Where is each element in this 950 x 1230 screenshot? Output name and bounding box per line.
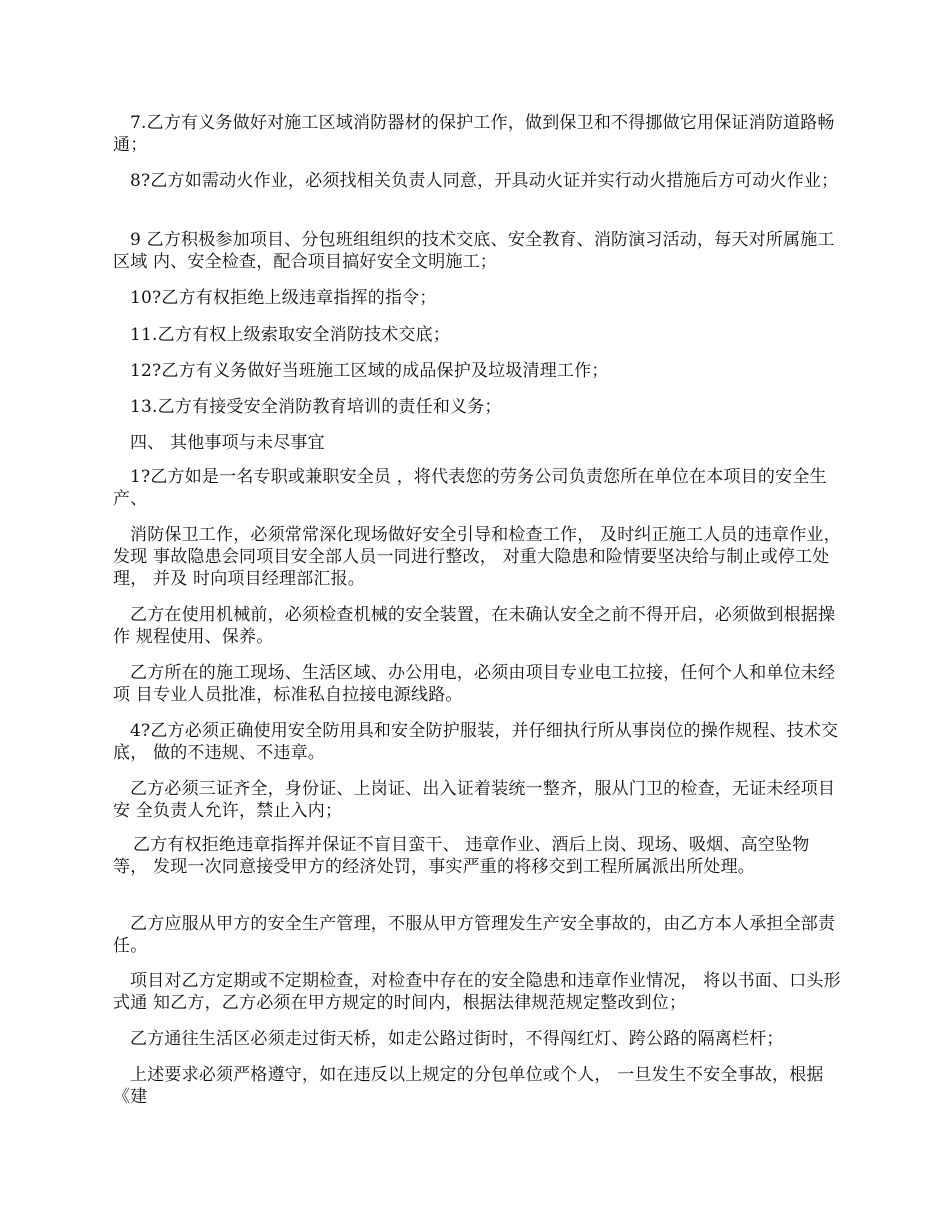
paragraph-inspection: 项目对乙方定期或不定期检查，对检查中存在的安全隐患和违章作业情况， 将以书面、口头形式通 知乙方，乙方必须在甲方规定的时间内，根据法律规范规定整改到位； xyxy=(113,971,841,1013)
paragraph-fire-security-duty: 消防保卫工作，必须常常深化现场做好安全引导和检查工作， 及时纠正施工人员的违章作业，发现 事故隐患会同项目安全部人员一同进行整改， 对重大隐患和险情要坚决给与制止或停工处理， 并及 时向项目经理部汇报。 xyxy=(113,525,841,589)
paragraph-electricity: 乙方所在的施工现场、生活区域、办公用电，必须由项目专业电工拉接，任何个人和单位未经项 目专业人员批准，标准私自拉接电源线路。 xyxy=(113,663,836,705)
paragraph-13-education: 13.乙方有接受安全消防教育培训的责任和义务； xyxy=(130,397,502,417)
paragraph-12-cleanup: 12?乙方有义务做好当班施工区域的成品保护及垃圾清理工作； xyxy=(130,361,609,381)
paragraph-management: 乙方应服从甲方的安全生产管理，不服从甲方管理发生产安全事故的，由乙方本人承担全部责任。 xyxy=(113,914,836,956)
paragraph-certificates: 乙方必须三证齐全，身份证、上岗证、出入证着装统一整齐，服从门卫的检查，无证未经项目安 全负责人允许，禁止入内； xyxy=(113,779,836,821)
paragraph-machinery: 乙方在使用机械前，必须检查机械的安全装置，在未确认安全之前不得开启，必须做到根据操作 规程使用、保养。 xyxy=(113,605,836,647)
paragraph-8-hot-work: 8?乙方如需动火作业，必须找相关负责人同意，开具动火证并实行动火措施后方可动火作业； xyxy=(130,171,839,191)
paragraph-compliance: 上述要求必须严格遵守，如在违反以上规定的分包单位或个人， 一旦发生不安全事故，根据《建 xyxy=(113,1065,824,1107)
paragraph-11-briefing: 11.乙方有权上级索取安全消防技术交底； xyxy=(130,325,451,345)
paragraph-9-training: 9 乙方积极参加项目、分包班组组织的技术交底、安全教育、消防演习活动，每天对所属施工区域 内、安全检查，配合项目搞好安全文明施工； xyxy=(113,230,835,272)
paragraph-4-protective-gear: 4?乙方必须正确使用安全防用具和安全防护服装，并仔细执行所从事岗位的操作规程、技术交底， 做的不违规、不违章。 xyxy=(113,721,839,763)
paragraph-pedestrian-bridge: 乙方通往生活区必须走过街天桥，如走公路过街时，不得闯红灯、跨公路的隔离栏杆； xyxy=(130,1029,784,1049)
paragraph-violations: 乙方有权拒绝违章指挥并保证不盲目蛮干、 违章作业、酒后上岗、现场、吸烟、高空坠物等， 发现一次同意接受甲方的经济处罚，事实严重的将移交到工程所属派出所处理。 xyxy=(113,835,810,877)
section-heading-other-matters: 四、 其他事项与未尽事宜 xyxy=(130,433,325,453)
paragraph-10-refuse-orders: 10?乙方有权拒绝上级违章指挥的指令； xyxy=(130,288,437,308)
paragraph-1-safety-officer: 1?乙方如是一名专职或兼职安全员 ，将代表您的劳务公司负责您所在单位在本项目的安全生产、 xyxy=(113,467,827,509)
paragraph-7-fire-equipment: 7.乙方有义务做好对施工区域消防器材的保护工作，做到保卫和不得挪做它用保证消防道路畅通； xyxy=(113,113,835,155)
